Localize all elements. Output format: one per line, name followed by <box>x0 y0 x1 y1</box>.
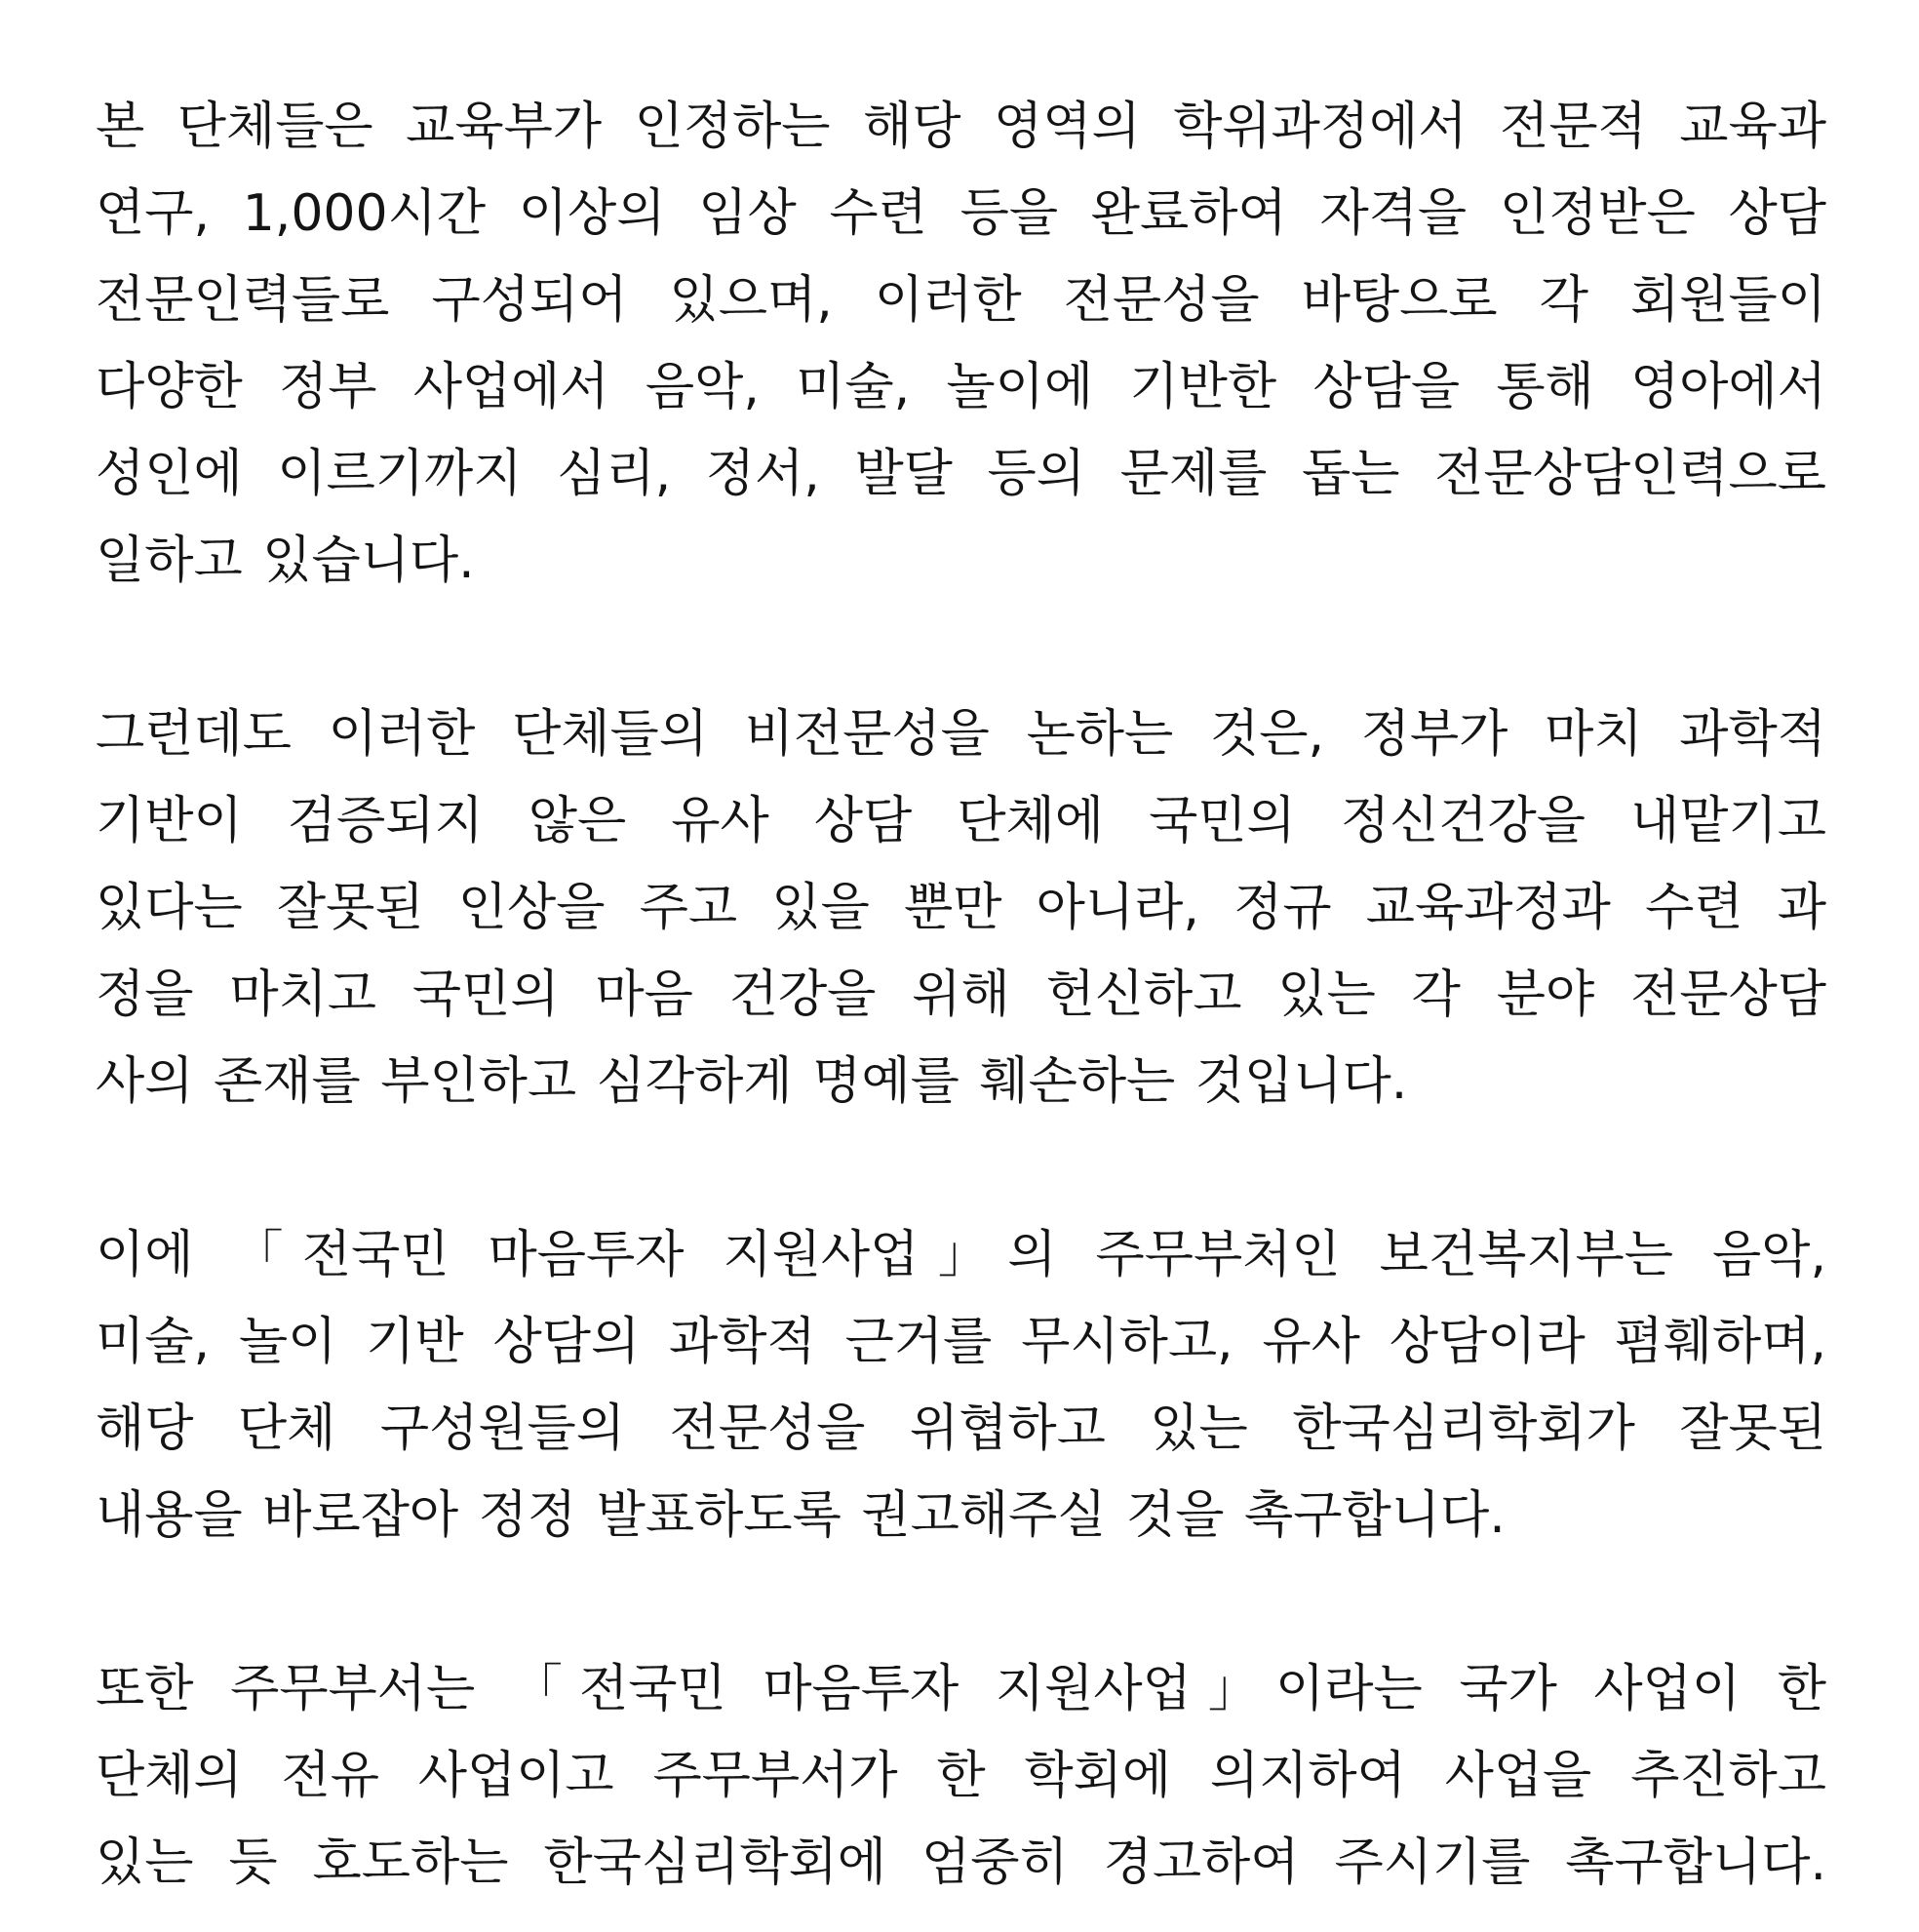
paragraph-1 <box>96 84 1826 605</box>
document-body <box>96 84 1826 1907</box>
paragraph-line: 이에 「전국민 마음투자 지원사업」의 주무부처인 보건복지부는 음악, <box>96 1226 1826 1284</box>
paragraph-line: 그런데도 이러한 단체들의 비전문성을 논하는 것은, 정부가 마치 과학적 <box>96 705 1826 764</box>
paragraph-4 <box>96 1646 1826 1907</box>
paragraph-line: 미술, 놀이 기반 상담의 과학적 근거를 무시하고, 유사 상담이라 폄훼하며, <box>96 1313 1826 1371</box>
paragraph-line: 단체의 전유 사업이고 주무부서가 한 학회에 의지하여 사업을 추진하고 <box>96 1747 1826 1805</box>
paragraph-line: 일하고 있습니다. <box>96 532 475 590</box>
paragraph-line: 연구, 1,000시간 이상의 임상 수련 등을 완료하여 자격을 인정받은 상담 <box>96 184 1826 243</box>
paragraph-line: 있다는 잘못된 인상을 주고 있을 뿐만 아니라, 정규 교육과정과 수련 과 <box>96 879 1826 937</box>
paragraph-line: 사의 존재를 부인하고 심각하게 명예를 훼손하는 것입니다. <box>96 1052 1408 1111</box>
paragraph-line: 기반이 검증되지 않은 유사 상담 단체에 국민의 정신건강을 내맡기고 <box>96 792 1826 850</box>
paragraph-2 <box>96 691 1826 1125</box>
paragraph-line: 또한 주무부서는 「전국민 마음투자 지원사업」이라는 국가 사업이 한 <box>96 1660 1826 1718</box>
paragraph-3 <box>96 1212 1826 1559</box>
paragraph-line: 본 단체들은 교육부가 인정하는 해당 영역의 학위과정에서 전문적 교육과 <box>96 98 1826 156</box>
paragraph-line: 다양한 정부 사업에서 음악, 미술, 놀이에 기반한 상담을 통해 영아에서 <box>96 358 1826 416</box>
paragraph-line: 전문인력들로 구성되어 있으며, 이러한 전문성을 바탕으로 각 회원들이 <box>96 271 1826 330</box>
paragraph-line: 있는 듯 호도하는 한국심리학회에 엄중히 경고하여 주시기를 촉구합니다. <box>96 1833 1826 1892</box>
paragraph-line: 내용을 바로잡아 정정 발표하도록 권고해주실 것을 촉구합니다. <box>96 1486 1506 1545</box>
paragraph-line: 해당 단체 구성원들의 전문성을 위협하고 있는 한국심리학회가 잘못된 <box>96 1400 1826 1458</box>
paragraph-line: 성인에 이르기까지 심리, 정서, 발달 등의 문제를 돕는 전문상담인력으로 <box>96 445 1826 503</box>
paragraph-line: 정을 마치고 국민의 마음 건강을 위해 헌신하고 있는 각 분야 전문상담 <box>96 966 1826 1024</box>
